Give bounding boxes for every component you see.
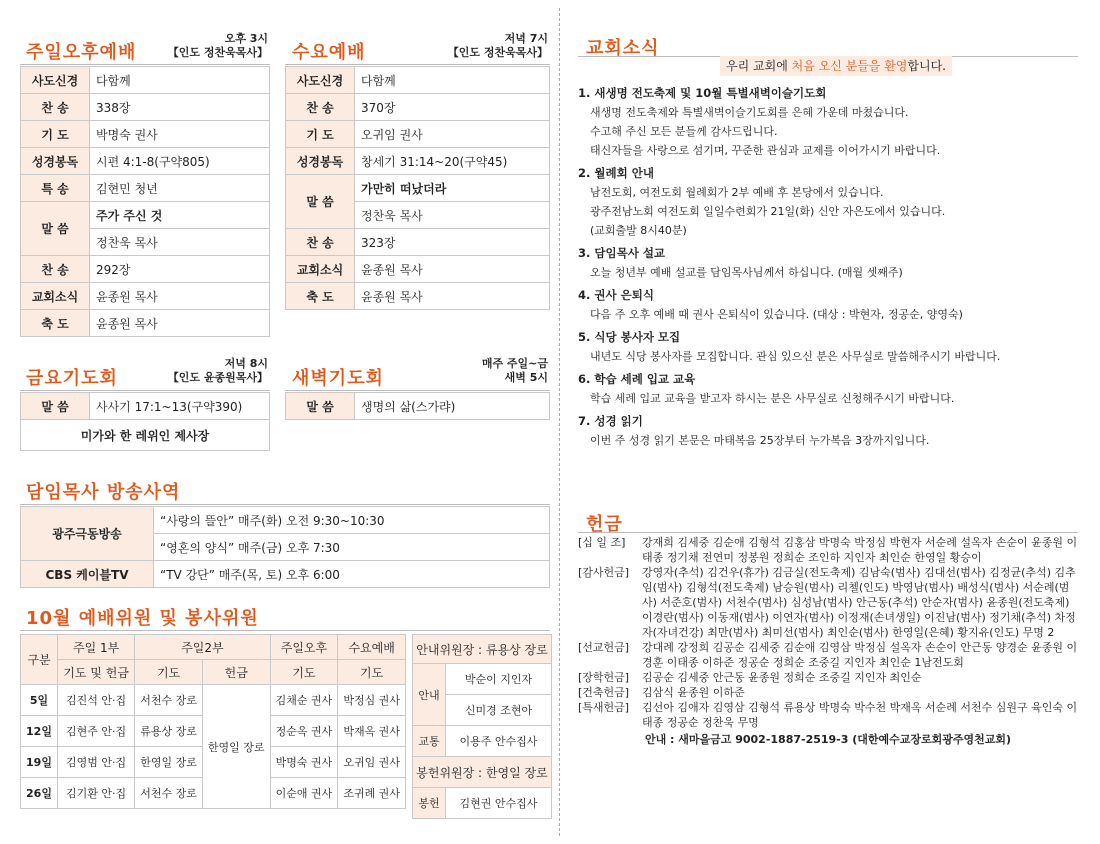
news-line: 학습 세례 입교 교육을 받고자 하시는 분은 사무실로 신청해주시기 바랍니다. [590,392,955,405]
order-label: 찬 송 [286,94,355,121]
sub-prayer: 기도 [270,660,338,685]
news-heading: 3. 담임목사 설교 [578,246,666,260]
offering-category: [특새헌금] [578,701,630,714]
staff-sunday-pm: 박명숙 권사 [270,747,338,778]
sunday-leader: 【인도 정찬욱목사】 [167,46,268,59]
welcome-text: 합니다. [907,59,946,73]
order-value: 윤종원 목사 [90,310,270,337]
staff-offering: 한영일 장로 [202,685,270,809]
worship-staff-title-rule [20,630,550,631]
friday-prayer-note [150,357,268,385]
worship-staff-table [20,634,406,809]
offering-names: 김선아 김애자 김영삼 김형석 류용상 박명숙 박수천 박재옥 서순례 서천수 심원구 육인숙 이태종 정공순 정찬욱 무명 [642,701,1078,729]
staff-day: 5일 [21,685,58,716]
news-heading: 5. 식당 봉사자 모집 [578,330,681,344]
staff-row [21,685,406,716]
news-item [578,412,1078,450]
order-value: 김현민 청년 [90,175,270,202]
order-label: 축 도 [286,283,355,310]
guide-names-2: 신미경 조현아 [446,695,552,726]
news-line: 태신자들을 사랑으로 섬기며, 꾸준한 관심과 교제를 이어가시기 바랍니다. [590,144,941,157]
dawn-prayer-title: 새벽기도회 [292,368,384,389]
broadcast-title: 담임목사 방송사역 [26,482,181,503]
news-heading: 2. 월례회 안내 [578,166,654,180]
staff-day: 12일 [21,716,58,747]
staff-wednesday: 박정심 권사 [338,685,406,716]
page-divider [559,8,560,836]
dawn-table [285,392,550,420]
offering-head: 봉헌위원장 : 한영일 장로 [413,757,552,788]
staff-sunday-1: 김기환 안·집 [58,778,135,809]
offering-category: [십 일 조] [578,536,626,549]
order-preacher: 정찬욱 목사 [355,202,550,229]
order-row [21,67,270,94]
order-label: 말 씀 [21,202,90,256]
broadcast-station-2: CBS 케이블TV [21,561,154,588]
traffic-label: 교통 [413,726,446,757]
order-label: 기 도 [286,121,355,148]
order-label: 말 씀 [286,175,355,229]
staff-wednesday: 조귀례 권사 [338,778,406,809]
order-value: 323장 [355,229,550,256]
order-value: 다함께 [90,67,270,94]
news-line: 광주전남노회 여전도회 일일수련회가 21일(화) 신안 자은도에서 있습니다. [590,205,946,218]
order-label: 찬 송 [21,94,90,121]
offering-row [578,535,1078,565]
broadcast-title-rule [20,504,550,505]
order-value: 370장 [355,94,550,121]
broadcast-program: “사랑의 뜰안” 매주(화) 오전 9:30~10:30 [154,507,550,534]
order-value: 창세기 31:14~20(구약45) [355,148,550,175]
broadcast-station-1: 광주극동방송 [21,507,154,561]
traffic-names: 이용주 안수집사 [446,726,552,757]
offering-title-rule [578,532,1078,533]
wednesday-worship-title: 수요예배 [292,42,366,63]
col-wednesday: 수요예배 [338,635,406,660]
friday-table [20,392,270,451]
friday-title-rule [20,390,270,391]
guide-label: 안내 [413,664,446,726]
sunday-worship-note [150,32,268,60]
order-row [21,94,270,121]
broadcast-table [20,506,550,588]
broadcast-program: “TV 강단” 매주(목, 토) 오후 6:00 [154,561,550,588]
friday-label: 말 씀 [21,393,90,420]
order-row [286,256,550,283]
order-label: 찬 송 [21,256,90,283]
order-row [21,148,270,175]
col-gubun: 구분 [21,635,58,685]
order-row [21,256,270,283]
broadcast-program: “영혼의 양식” 매주(금) 오후 7:30 [154,534,550,561]
order-value: 박명숙 권사 [90,121,270,148]
service-staff-table [412,634,552,819]
news-item [578,286,1078,324]
order-value: 가만히 떠났더라 [355,175,550,202]
order-label: 기 도 [21,121,90,148]
welcome-highlight: 처음 오신 분들을 환영 [791,59,908,73]
order-row [286,175,550,202]
order-label: 사도신경 [21,67,90,94]
order-label: 교회소식 [21,283,90,310]
welcome-text: 우리 교회에 [726,59,792,73]
staff-sunday-2: 한영일 장로 [135,747,203,778]
offering-names: 김공순 김세중 안근동 윤종원 정희순 조중길 지인자 최인순 [642,671,922,684]
staff-sunday-pm: 이순애 권사 [270,778,338,809]
staff-sunday-pm: 정순옥 권사 [270,716,338,747]
sub-prayer-offering: 기도 및 헌금 [58,660,135,685]
offering-row [578,685,1078,700]
staff-sunday-2: 류용상 장로 [135,716,203,747]
news-heading: 1. 새생명 전도축제 및 10월 특별새벽이슬기도회 [578,86,827,100]
col-sunday-2: 주일2부 [135,635,270,660]
staff-day: 19일 [21,747,58,778]
friday-prayer-title: 금요기도회 [26,368,118,389]
order-row [21,121,270,148]
offering-row [578,640,1078,670]
staff-wednesday: 오귀임 권사 [338,747,406,778]
order-label: 사도신경 [286,67,355,94]
staff-day: 26일 [21,778,58,809]
staff-sunday-2: 서천수 장로 [135,778,203,809]
staff-wednesday: 박재옥 권사 [338,716,406,747]
order-row [286,283,550,310]
order-label: 축 도 [21,310,90,337]
wednesday-leader: 【인도 정찬욱목사】 [447,46,548,59]
order-row [21,202,270,229]
news-item [578,164,1078,240]
order-value: 다함께 [355,67,550,94]
order-row [286,121,550,148]
offering-names: 강대례 강정희 김공순 김세중 김순애 김영삼 박정심 설옥자 손순이 안근동 양경순 윤종원 이경훈 이태종 이하준 정공순 정희순 조중길 지인자 최인순 1남전도회 [642,641,1078,669]
order-value: 292장 [90,256,270,283]
offering-names: 강재희 김세중 김순애 김형석 김홍삼 박명숙 박정심 박현자 서순례 설옥자 손순이 윤종원 이태종 정기채 전연미 정봉원 정희순 조인하 지인자 최인순 한영일 황승이 [642,536,1078,564]
news-heading: 7. 성경 읽기 [578,414,643,428]
news-line: (교회출발 8시40분) [590,224,687,237]
wednesday-worship-note [420,32,548,60]
order-label: 찬 송 [286,229,355,256]
offering-row [578,700,1078,730]
order-label: 성경봉독 [286,148,355,175]
offering-names: 김삼식 윤종원 이하준 [642,686,745,699]
news-list [578,84,1078,454]
order-row [286,148,550,175]
order-value: 오귀임 권사 [355,121,550,148]
offering-category: [건축헌금] [578,686,630,699]
order-value: 주가 주신 것 [90,202,270,229]
friday-sermon-title: 미가와 한 레위인 제사장 [21,420,270,451]
wednesday-order-table [285,66,550,310]
wednesday-time: 저녁 7시 [504,32,548,45]
sub-prayer: 기도 [135,660,203,685]
guide-head: 안내위원장 : 류용상 장로 [413,635,552,664]
offering-names: 김현권 안수집사 [446,788,552,819]
news-item [578,84,1078,160]
order-label: 성경봉독 [21,148,90,175]
order-row [21,310,270,337]
col-sunday-pm: 주일오후 [270,635,338,660]
friday-scripture: 사사기 17:1~13(구약390) [90,393,270,420]
news-line: 오늘 청년부 예배 설교를 담임목사님께서 하십니다. (매월 셋째주) [590,266,903,279]
offering-row [578,565,1078,640]
staff-sunday-1: 김영범 안·집 [58,747,135,778]
staff-sunday-pm: 김채순 권사 [270,685,338,716]
news-line: 수고해 주신 모든 분들께 감사드립니다. [590,125,778,138]
sunday-time: 오후 3시 [224,32,268,45]
offering-list [578,535,1078,747]
col-sunday-1: 주일 1부 [58,635,135,660]
worship-staff-title: 10월 예배위원 및 봉사위원 [26,608,259,629]
order-value: 시편 4:1-8(구약805) [90,148,270,175]
news-heading: 6. 학습 세례 입교 교육 [578,372,696,386]
order-label: 특 송 [21,175,90,202]
offering-title: 헌금 [586,514,623,535]
dawn-time: 새벽 5시 [504,371,548,384]
wednesday-title-rule [285,64,550,65]
offering-category: [선교헌금] [578,641,630,654]
order-row [286,229,550,256]
dawn-prayer-note [430,357,548,385]
news-heading: 4. 권사 은퇴식 [578,288,654,302]
news-item [578,370,1078,408]
friday-time: 저녁 8시 [224,357,268,370]
guide-names-1: 박순이 지인자 [446,664,552,695]
news-line: 내년도 식당 봉사자를 모집합니다. 관심 있으신 분은 사무실로 말씀해주시기 바랍니다. [590,350,1001,363]
sunday-order-table [20,66,270,337]
offering-category: [감사헌금] [578,566,630,579]
order-preacher: 정찬욱 목사 [90,229,270,256]
sunday-worship-title: 주일오후예배 [26,42,137,63]
order-row [21,283,270,310]
order-row [286,67,550,94]
order-value: 윤종원 목사 [355,256,550,283]
friday-leader: 【인도 윤종원목사】 [167,371,268,384]
news-line: 이번 주 성경 읽기 본문은 마태복음 25장부터 누가복음 3장까지입니다. [590,434,930,447]
sub-offering: 헌금 [202,660,270,685]
offering-category: [장학헌금] [578,671,630,684]
dawn-title-rule [285,390,550,391]
news-line: 남전도회, 여전도회 월례회가 2부 예배 후 본당에서 있습니다. [590,186,884,199]
news-title: 교회소식 [586,38,660,59]
dawn-text: 생명의 삶(스가랴) [355,393,550,420]
order-value: 윤종원 목사 [90,283,270,310]
order-row [286,94,550,121]
order-value: 윤종원 목사 [355,283,550,310]
staff-sunday-2: 서천수 장로 [135,685,203,716]
news-item [578,328,1078,366]
offering-label: 봉헌 [413,788,446,819]
dawn-days: 매주 주일~금 [481,357,548,370]
offering-row [578,670,1078,685]
news-line: 다음 주 오후 예배 때 권사 은퇴식이 있습니다. (대상 : 박현자, 정공순, 양영숙) [590,308,963,321]
order-row [21,175,270,202]
offering-account: 안내 : 새마을금고 9002-1887-2519-3 (대한예수교장로회광주영천교회) [644,733,1012,746]
order-label: 교회소식 [286,256,355,283]
news-line: 새생명 전도축제와 특별새벽이슬기도회를 은혜 가운데 마쳤습니다. [590,106,909,119]
sunday-title-rule [20,64,270,65]
staff-sunday-1: 김현주 안·집 [58,716,135,747]
welcome-banner [720,56,952,76]
news-item [578,244,1078,282]
offering-names: 강영자(추석) 김건우(휴가) 김금실(전도축제) 김남숙(범사) 김대선(범사) 김정균(추석) 김추임(범사) 김형석(전도축제) 남승원(범사) 리첼(인도) 박영남(범사) 배성식(범사) 서순례(범사) 서준호(범사) 서천수(범사) 심성남(범사) 안근동(추석) 안순자(범사) 윤종원(전도축제) 이경란(범사) 이동재(범사) 이연자(범사) 이정재(손녀생일) 이진남(범사) 정기채(추석) 차정자(자녀건강) 최만(범사) 최미선(범사) 최인순(범사) 한영일(은혜) 황지유(인도) 무명 2 [642,566,1076,639]
dawn-label: 말 씀 [286,393,355,420]
staff-sunday-1: 김진석 안·집 [58,685,135,716]
sub-prayer: 기도 [338,660,406,685]
order-value: 338장 [90,94,270,121]
